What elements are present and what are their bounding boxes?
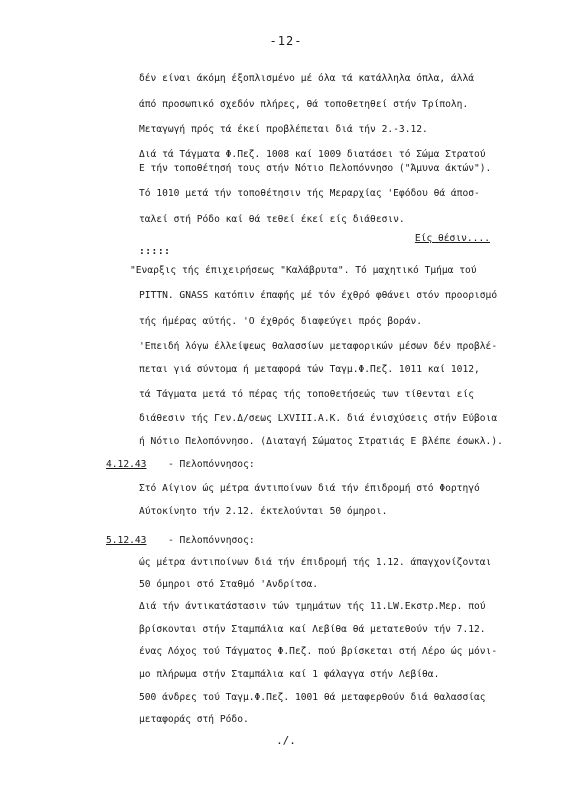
text-line: ή Νότιο Πελοπόννησο. (Διαταγή Σώματος Στρατιάς Ε βλέπε έσωκλ.). [139, 436, 503, 447]
text-line: πεται γιά σύντομα ή μεταφορά τών Ταγμ.Φ.Πεζ. 1011 καί 1012, [139, 364, 480, 375]
text-line: διάθεσιν τής Γεν.Δ/σεως LXVIII.A.K. διά ένισχύσεις στήν Εύβοια [139, 413, 498, 424]
text-line: Τό 1010 μετά τήν τοποθέτησιν τής Μεραρχίας 'Εφόδου θά άποσ- [139, 188, 480, 199]
text-line: PITTN. GNASS κατόπιν έπαφής μέ τόν έχθρό φθάνει στόν προορισμό [139, 290, 498, 301]
text-line: μο πλήρωμα στήν Σταμπάλια καί 1 φάλαγγα στήν Λεβίθα. [139, 669, 440, 680]
continuation-note: Είς θέσιν.... [414, 233, 490, 244]
entry-date: 5.12.43 [106, 535, 147, 546]
text-line: ταλεί στή Ρόδο καί θά τεθεί έκεί είς διάθεσιν. [139, 214, 405, 225]
text-line: Στό Αίγιον ώς μέτρα άντιποίνων διά τήν έπιδρομή στό Φορτηγό [139, 483, 480, 494]
text-line: Μεταγωγή πρός τά έκεί προβλέπεται διά τήν 2.-3.12. [139, 124, 428, 135]
text-line: άπό προσωπικό σχεδόν πλήρες, θά τοποθετηθεί στήν Τρίπολη. [139, 99, 469, 110]
text-line: τά Τάγματα μετά τό πέρας τής τοποθετήσεώς των τίθενται είς [139, 389, 475, 400]
text-line: Αύτοκίνητο τήν 2.12. έκτελούνται 50 όμηροι. [139, 506, 388, 517]
text-line: Διά τήν άντικατάστασιν τών τμημάτων τής 11.LW.Εκστρ.Μερ. πού [139, 601, 486, 612]
text-line: 50 όμηροι στό Σταθμό 'Ανδρίτσα. [139, 579, 319, 590]
text-line: "Εναρξις τής έπιχειρήσεως "Καλάβρυτα". Τό μαχητικό Τμήμα τού [130, 265, 477, 276]
text-line: Ε τήν τοποθέτησή τους στήν Νότιο Πελοπόννησο ("Άμυνα άκτών"). [139, 163, 492, 174]
text-line: 500 άνδρες τού Ταγμ.Φ.Πεζ. 1001 θά μεταφερθούν διά θαλασσίας [139, 692, 486, 703]
section-marks: ::::: [139, 246, 171, 257]
text-line: Διά τά Τάγματα Φ.Πεζ. 1008 καί 1009 διατάσει τό Σώμα Στρατού [139, 149, 486, 160]
page-number: -12- [269, 34, 303, 48]
text-line: ένας Λόχος τού Τάγματος Φ.Πεζ. πού βρίσκεται στή Λέρο ώς μόνι- [139, 646, 498, 657]
text-line: ώς μέτρα άντιποίνων διά τήν έπιδρομή τής 1.12. άπαγχονίζονται [139, 557, 492, 568]
page-end-mark: ./. [276, 734, 296, 747]
text-line: τής ήμέρας αύτής. 'Ο έχθρός διαφεύγει πρός βοράν. [139, 316, 423, 327]
text-line: 'Επειδή λόγω έλλείψεως θαλασσίων μεταφορικών μέσων δέν προβλέ- [139, 341, 498, 352]
entry-date: 4.12.43 [106, 459, 147, 470]
text-line: δέν είναι άκόμη έξοπλισμένο μέ όλα τά κατάλληλα όπλα, άλλά [139, 73, 475, 84]
text-line: βρίσκονται στήν Σταμπάλια καί Λεβίθα θά μετατεθούν τήν 7.12. [139, 624, 486, 635]
entry-heading: - Πελοπόννησος: [168, 535, 255, 546]
entry-heading: - Πελοπόννησος: [168, 459, 255, 470]
text-line: μεταφοράς στή Ρόδο. [139, 714, 249, 725]
